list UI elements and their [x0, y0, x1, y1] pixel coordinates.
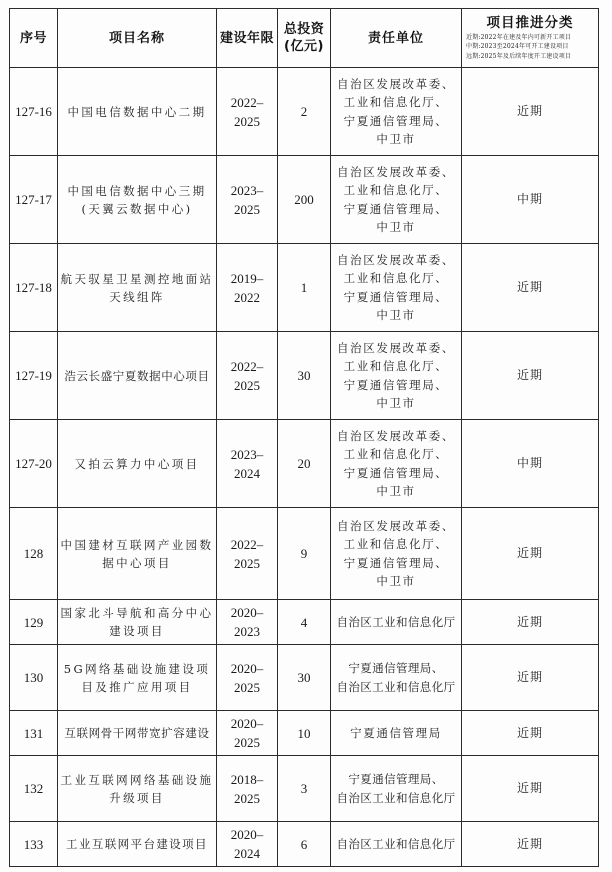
years-end: 2023	[234, 624, 260, 639]
cell-investment: 6	[278, 822, 331, 867]
unit-line: 自治区发展改革委、	[337, 164, 455, 179]
cell-project-name	[58, 332, 217, 420]
project-name-line: 据中心项目	[102, 555, 172, 570]
header-classification	[462, 9, 599, 68]
cell-project-name	[58, 508, 217, 600]
cell-years	[217, 822, 278, 867]
project-name-line: 工业互联网网络基础设施	[60, 772, 214, 787]
cell-years	[217, 645, 278, 711]
unit-line: 中卫市	[376, 308, 416, 322]
cell-years	[217, 756, 278, 822]
cell-project-name	[58, 822, 217, 867]
unit-line: 宁夏通信管理局	[350, 725, 442, 740]
cell-responsible-unit	[331, 156, 462, 244]
cell-investment: 20	[278, 420, 331, 508]
years-start: 2020–	[230, 605, 264, 620]
classification-note-near: 近期:2022年在建及年内可新开工项目	[466, 33, 572, 41]
unit-line: 中卫市	[376, 132, 416, 146]
cell-no: 132	[10, 756, 58, 822]
table-row	[10, 600, 599, 645]
project-name-line: 航天驭星卫星测控地面站	[60, 271, 214, 286]
cell-responsible-unit	[331, 420, 462, 508]
years-start: 2018–	[230, 771, 264, 787]
project-name-line: (天翼云数据中心)	[81, 201, 193, 216]
cell-no: 127-18	[10, 244, 58, 332]
table-row	[10, 332, 599, 420]
years-end: 2024	[234, 465, 260, 481]
unit-line: 中卫市	[376, 396, 416, 410]
cell-project-name	[58, 156, 217, 244]
project-name-line: 升级项目	[109, 790, 165, 805]
unit-line: 自治区发展改革委、	[337, 252, 455, 267]
cell-phase: 近期	[462, 68, 599, 156]
cell-project-name	[58, 645, 217, 711]
cell-years	[217, 508, 278, 600]
years-end: 2025	[234, 201, 260, 217]
unit-line: 宁夏通信管理局、	[343, 289, 449, 304]
cell-phase: 中期	[462, 420, 599, 508]
cell-phase: 近期	[462, 711, 599, 756]
unit-line: 中卫市	[376, 574, 416, 588]
years-end: 2025	[234, 555, 260, 571]
unit-line: 宁夏通信管理局、	[343, 377, 449, 392]
unit-line: 工业和信息化厅、	[343, 95, 449, 109]
unit-line: 工业和信息化厅、	[343, 271, 449, 285]
years-end: 2025	[234, 113, 260, 129]
years-end: 2024	[234, 846, 260, 861]
header-total-investment	[278, 9, 331, 68]
cell-responsible-unit	[331, 822, 462, 867]
project-name-line: 中国电信数据中心二期	[67, 104, 207, 119]
cell-no: 129	[10, 600, 58, 645]
years-start: 2020–	[230, 716, 264, 731]
cell-responsible-unit	[331, 332, 462, 420]
table-row	[10, 68, 599, 156]
cell-project-name	[58, 68, 217, 156]
cell-project-name	[58, 711, 217, 756]
header-responsible-unit: 责任单位	[331, 9, 462, 68]
unit-line: 自治区发展改革委、	[337, 518, 455, 533]
project-name-line: 天线组阵	[109, 289, 165, 304]
cell-responsible-unit	[331, 756, 462, 822]
table-row	[10, 244, 599, 332]
unit-line: 宁夏通信管理局、	[348, 661, 444, 675]
unit-line: 自治区工业和信息化厅	[336, 790, 456, 805]
project-name-line: 中国电信数据中心三期	[67, 183, 207, 198]
cell-responsible-unit	[331, 68, 462, 156]
project-name-line: 互联网骨干网带宽扩容建设	[64, 726, 210, 740]
cell-project-name	[58, 420, 217, 508]
cell-no: 127-16	[10, 68, 58, 156]
cell-investment: 10	[278, 711, 331, 756]
cell-phase: 近期	[462, 332, 599, 420]
cell-phase: 近期	[462, 822, 599, 867]
cell-investment: 9	[278, 508, 331, 600]
years-start: 2020–	[230, 660, 264, 676]
unit-line: 宁夏通信管理局、	[343, 465, 449, 480]
cell-investment: 3	[278, 756, 331, 822]
cell-phase: 近期	[462, 508, 599, 600]
years-end: 2022	[234, 289, 260, 305]
project-name-line: 建设项目	[109, 624, 165, 638]
unit-line: 工业和信息化厅、	[343, 183, 449, 197]
unit-line: 中卫市	[376, 484, 416, 498]
cell-no: 127-20	[10, 420, 58, 508]
cell-investment: 30	[278, 645, 331, 711]
years-start: 2023–	[230, 182, 264, 198]
header-construction-period: 建设年限	[217, 9, 278, 68]
cell-years	[217, 68, 278, 156]
header-investment-unit: (亿元)	[284, 39, 324, 54]
cell-no: 128	[10, 508, 58, 600]
header-project-name: 项目名称	[58, 9, 217, 68]
cell-investment: 4	[278, 600, 331, 645]
unit-line: 自治区发展改革委、	[337, 76, 455, 91]
table-row	[10, 156, 599, 244]
cell-no: 130	[10, 645, 58, 711]
unit-line: 工业和信息化厅、	[343, 359, 449, 373]
unit-line: 工业和信息化厅、	[343, 537, 449, 551]
years-start: 2022–	[230, 94, 264, 110]
cell-project-name	[58, 756, 217, 822]
unit-line: 宁夏通信管理局、	[343, 555, 449, 570]
cell-phase: 近期	[462, 645, 599, 711]
header-no: 序号	[10, 9, 58, 68]
cell-responsible-unit	[331, 645, 462, 711]
years-start: 2019–	[230, 270, 264, 286]
cell-no: 133	[10, 822, 58, 867]
unit-line: 自治区工业和信息化厅	[336, 836, 456, 851]
cell-no: 127-19	[10, 332, 58, 420]
cell-phase: 中期	[462, 156, 599, 244]
unit-line: 中卫市	[376, 220, 416, 234]
years-start: 2022–	[230, 358, 264, 374]
cell-years	[217, 332, 278, 420]
cell-phase: 近期	[462, 600, 599, 645]
cell-investment: 2	[278, 68, 331, 156]
cell-responsible-unit	[331, 600, 462, 645]
cell-responsible-unit	[331, 244, 462, 332]
table-header	[10, 9, 599, 68]
cell-project-name	[58, 244, 217, 332]
cell-years	[217, 600, 278, 645]
unit-line: 宁夏通信管理局、	[343, 113, 449, 128]
project-name-line: 又拍云算力中心项目	[74, 456, 200, 471]
header-classification-title: 项目推进分类	[486, 14, 574, 31]
cell-years	[217, 244, 278, 332]
cell-no: 131	[10, 711, 58, 756]
years-end: 2025	[234, 679, 260, 695]
unit-line: 宁夏通信管理局、	[343, 201, 449, 216]
cell-years	[217, 420, 278, 508]
unit-line: 自治区工业和信息化厅	[336, 614, 456, 629]
cell-responsible-unit	[331, 508, 462, 600]
unit-line: 自治区发展改革委、	[337, 340, 455, 355]
years-start: 2020–	[230, 827, 264, 842]
cell-phase: 近期	[462, 756, 599, 822]
project-name-line: 工业互联网平台建设项目	[66, 837, 208, 851]
years-start: 2022–	[230, 536, 264, 552]
header-investment-label: 总投资	[283, 22, 325, 37]
table-row	[10, 756, 599, 822]
project-name-line: 目及推广应用项目	[81, 679, 193, 694]
cell-years	[217, 156, 278, 244]
cell-no: 127-17	[10, 156, 58, 244]
cell-phase: 近期	[462, 244, 599, 332]
unit-line: 自治区发展改革委、	[337, 428, 455, 443]
cell-years	[217, 711, 278, 756]
classification-note-mid: 中期:2023至2024年可开工建设项目	[466, 43, 569, 51]
years-start: 2023–	[230, 446, 264, 462]
years-end: 2025	[234, 377, 260, 393]
table-body	[10, 68, 599, 867]
classification-note-far: 远期:2025年及后续年度开工建设项目	[466, 52, 572, 60]
project-name-line: 国家北斗导航和高分中心	[60, 606, 214, 620]
cell-project-name	[58, 600, 217, 645]
project-name-line: 5G网络基础设施建设项	[63, 661, 211, 676]
years-end: 2025	[234, 790, 260, 806]
unit-line: 宁夏通信管理局、	[348, 772, 444, 786]
cell-investment: 1	[278, 244, 331, 332]
table-row	[10, 420, 599, 508]
unit-line: 工业和信息化厅、	[343, 447, 449, 461]
cell-investment: 200	[278, 156, 331, 244]
project-name-line: 浩云长盛宁夏数据中心项目	[64, 368, 210, 383]
cell-responsible-unit	[331, 711, 462, 756]
project-name-line: 中国建材互联网产业园数	[60, 537, 214, 552]
table-row	[10, 822, 599, 867]
cell-investment: 30	[278, 332, 331, 420]
unit-line: 自治区工业和信息化厅	[336, 679, 456, 694]
table-row	[10, 508, 599, 600]
table-row	[10, 645, 599, 711]
project-table	[9, 8, 599, 867]
years-end: 2025	[234, 735, 260, 750]
table-row	[10, 711, 599, 756]
